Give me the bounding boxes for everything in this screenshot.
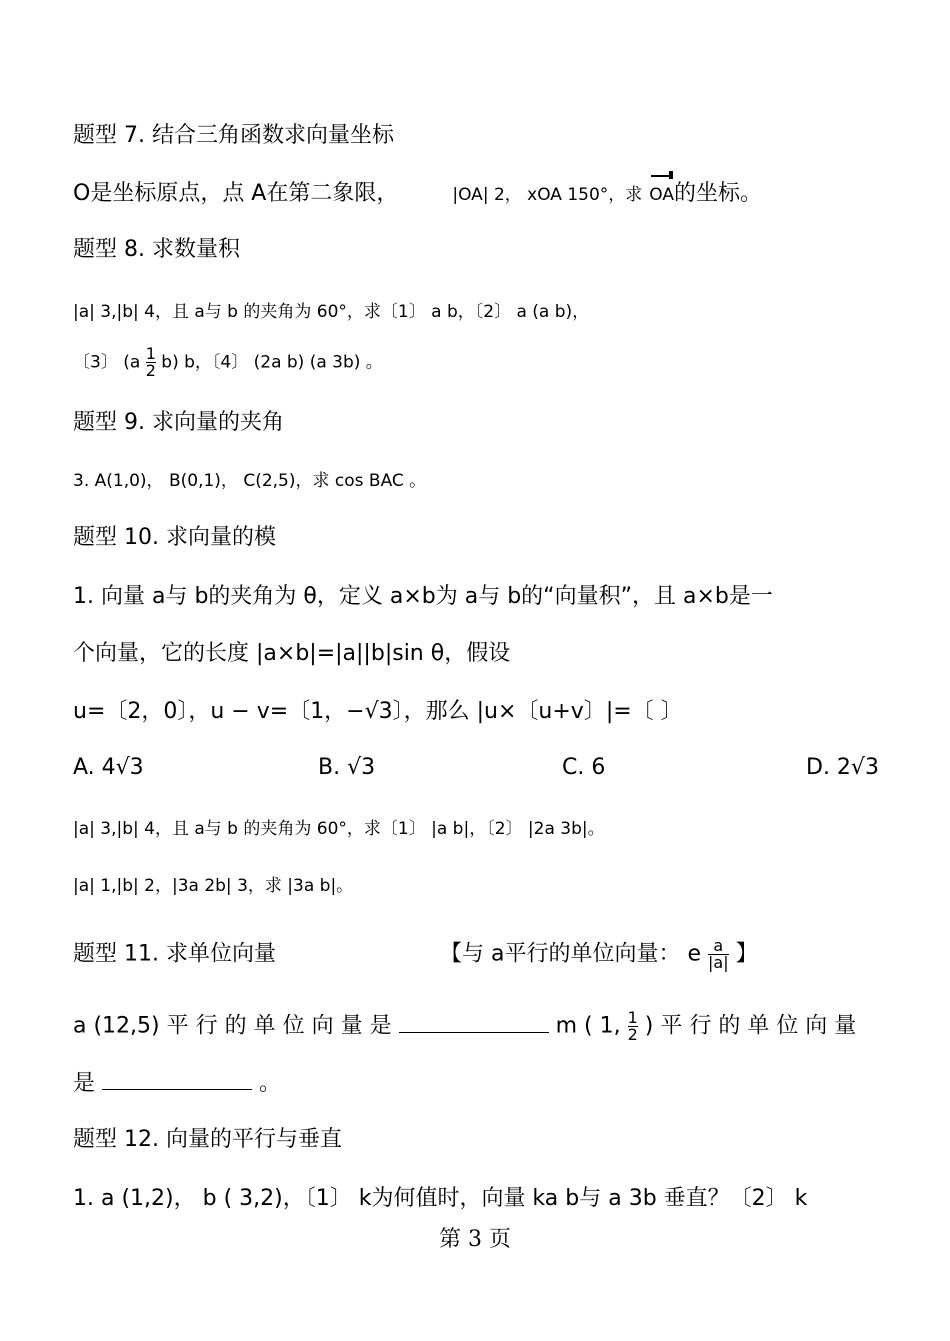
problem-type-11-line-1 bbox=[73, 1010, 880, 1054]
fraction-half-denominator: 2 bbox=[145, 361, 156, 380]
answer-blank-1[interactable] bbox=[399, 1032, 549, 1033]
problem-type-11-text-a: a (12,5) 平 行 的 单 位 向 量 是 bbox=[73, 1013, 392, 1039]
fraction-half bbox=[146, 346, 156, 379]
problem-type-8-part-3-rest: b) b，〔4〕 (2a b) (a 3b) 。 bbox=[161, 352, 383, 373]
option-d: D. 2√3 bbox=[806, 755, 879, 780]
problem-type-11-text-b: m ( 1, bbox=[555, 1013, 621, 1039]
problem-type-10-line-2: 个向量，它的长度 |a×b|=|a||b|sin θ，假设 bbox=[73, 641, 511, 666]
fraction-half-m bbox=[628, 1010, 638, 1043]
problem-type-8-line-1: |a| 3,|b| 4，且 a与 b 的夹角为 60°，求〔1〕 a b，〔2〕 a (a b)， bbox=[73, 302, 590, 322]
heading-type-8: 题型 8. 求数量积 bbox=[73, 237, 240, 262]
unit-vector-denominator: |a| bbox=[708, 953, 729, 972]
problem-type-11-text-c: ) 平 行 的 单 位 向 量 bbox=[644, 1013, 857, 1039]
problem-type-7-text-b: |OA| 2， xOA 150°，求 bbox=[452, 185, 643, 205]
problem-type-10-line-3: u=〔2，0〕，u − v=〔1，−√3〕，那么 |u×〔u+v〕|=〔 〕 bbox=[73, 699, 683, 724]
problem-type-12-line-1: 1. a (1,2)， b ( 3,2)，〔1〕 k为何值时，向量 ka b与 a 3b 垂直？〔2〕 k bbox=[73, 1186, 808, 1211]
vector-oa: OA bbox=[649, 181, 674, 209]
fraction-half-m-denominator: 2 bbox=[627, 1025, 638, 1044]
heading-type-10: 题型 10. 求向量的模 bbox=[73, 525, 276, 550]
problem-type-11-shi: 是 bbox=[73, 1071, 96, 1096]
problem-type-9: 3. A(1,0)， B(0,1)， C(2,5)，求 cos BAC 。 bbox=[73, 471, 427, 491]
problem-type-8-line-2 bbox=[73, 346, 880, 390]
option-c: C. 6 bbox=[562, 755, 606, 780]
problem-type-10-line-4: |a| 3,|b| 4，且 a与 b 的夹角为 60°，求〔1〕 |a b|，〔2〕 |2a 3b|。 bbox=[73, 819, 605, 839]
unit-vector-fraction bbox=[708, 938, 729, 971]
problem-type-10-line-1: 1. 向量 a与 b的夹角为 θ，定义 a×b为 a与 b的“向量积”，且 a×b是一 bbox=[73, 584, 773, 609]
unit-vector-numerator: a bbox=[708, 938, 729, 955]
fraction-half-m-numerator: 1 bbox=[627, 1008, 638, 1027]
heading-type-11-row bbox=[73, 938, 880, 982]
heading-type-7: 题型 7. 结合三角函数求向量坐标 bbox=[73, 123, 394, 148]
fraction-half-numerator: 1 bbox=[145, 344, 156, 363]
problem-type-7-text-a: O是坐标原点，点 A在第二象限， bbox=[73, 181, 399, 206]
heading-type-11: 题型 11. 求单位向量 bbox=[73, 941, 276, 967]
problem-type-10-line-5: |a| 1,|b| 2，|3a 2b| 3，求 |3a b|。 bbox=[73, 876, 354, 896]
unit-vector-formula-close: 】 bbox=[735, 941, 758, 967]
heading-type-12: 题型 12. 向量的平行与垂直 bbox=[73, 1127, 342, 1152]
problem-type-7-text-d: 的坐标。 bbox=[674, 181, 763, 206]
answer-blank-2[interactable] bbox=[102, 1089, 252, 1090]
heading-type-9: 题型 9. 求向量的夹角 bbox=[73, 410, 284, 435]
problem-type-8-part-3-open: 〔3〕 (a bbox=[73, 352, 141, 373]
problem-type-7 bbox=[73, 180, 880, 209]
page-number: 第 3 页 bbox=[439, 1227, 511, 1252]
option-b: B. √3 bbox=[318, 755, 376, 780]
option-a: A. 4√3 bbox=[73, 755, 144, 780]
unit-vector-formula-text: 【与 a平行的单位向量： e bbox=[439, 941, 701, 967]
problem-type-11-end: 。 bbox=[259, 1071, 282, 1096]
problem-type-11-line-2 bbox=[73, 1070, 880, 1098]
